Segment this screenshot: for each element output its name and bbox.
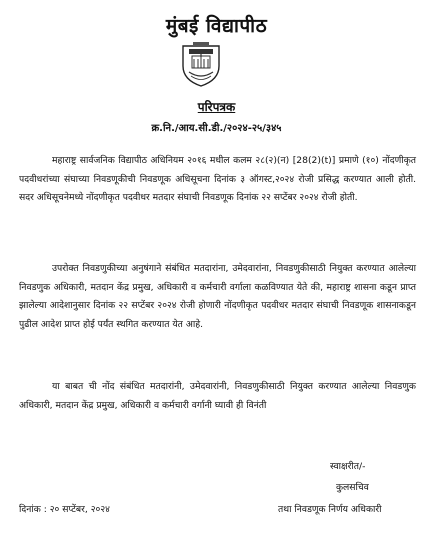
university-title: मुंबई विद्यापीठ <box>165 15 268 37</box>
signatory-designation: कुलसचिव <box>336 482 369 493</box>
signed-label: स्वाक्षरीत/- <box>330 461 366 472</box>
reference-number: क्र.नि./आय.सी.डी./२०२४-२५/३४५ <box>151 123 282 134</box>
paragraph-1: महाराष्ट्र सार्वजनिक विद्यापीठ अधिनियम २०१६ मधील कलम २८(२)(न) [28(2)(t)] प्रमाणे (१०) नोंदणीकृत पदवीधरांच्या संघाच्या निवडणूकीची निवडणूक अधिसूचना दिनांक ३ ऑगस्ट,२०२४ रोजी प्रसिद्ध करण्यात आली होती. सदर अधिसूचनेमध्ये नोंदणीकृत पदवीधर मतदार संघाची निवडणूक दिनांक २२ सप्टेंबर २०२४ रोजी होती. <box>19 155 416 203</box>
signatory-role: तथा निवडणूक निर्णय अधिकारी <box>278 504 382 515</box>
university-seal-icon <box>181 40 221 88</box>
circular-heading: परिपत्रक <box>197 100 236 114</box>
issue-date: दिनांक : २० सप्टेंबर, २०२४ <box>19 504 110 515</box>
paragraph-3: या बाबत ची नोंद संबंधित मतदारांनी, उमेदवारांनी, निवडणुकीसाठी नियुक्त करण्यात आलेल्या निवडणुक अधिकारी, मतदान केंद्र प्रमुख, अधिकारी व कर्मचारी वर्गानी घ्यावी ही विनंती <box>19 381 416 411</box>
paragraph-2: उपरोक्त निवडणुकीच्या अनुषंगाने संबंधित मतदारांना, उमेदवारांना, निवडणुकीसाठी नियुक्त करण्यात आलेल्या निवडणुक अधिकारी, मतदान केंद्र प्रमुख, अधिकारी व कर्मचारी वर्गाला कळविण्यात येते की, महाराष्ट्र शासना कडून प्राप्त झालेल्या आदेशानुसार दिनांक २२ सप्टेंबर २०२४ रोजी होणारी नोंदणीकृत पदवीधर मतदार संघाची निवडणूक शासनाकडून पुढील आदेश प्राप्त होई पर्यंत स्थगित करण्यात येत आहे. <box>19 263 416 330</box>
